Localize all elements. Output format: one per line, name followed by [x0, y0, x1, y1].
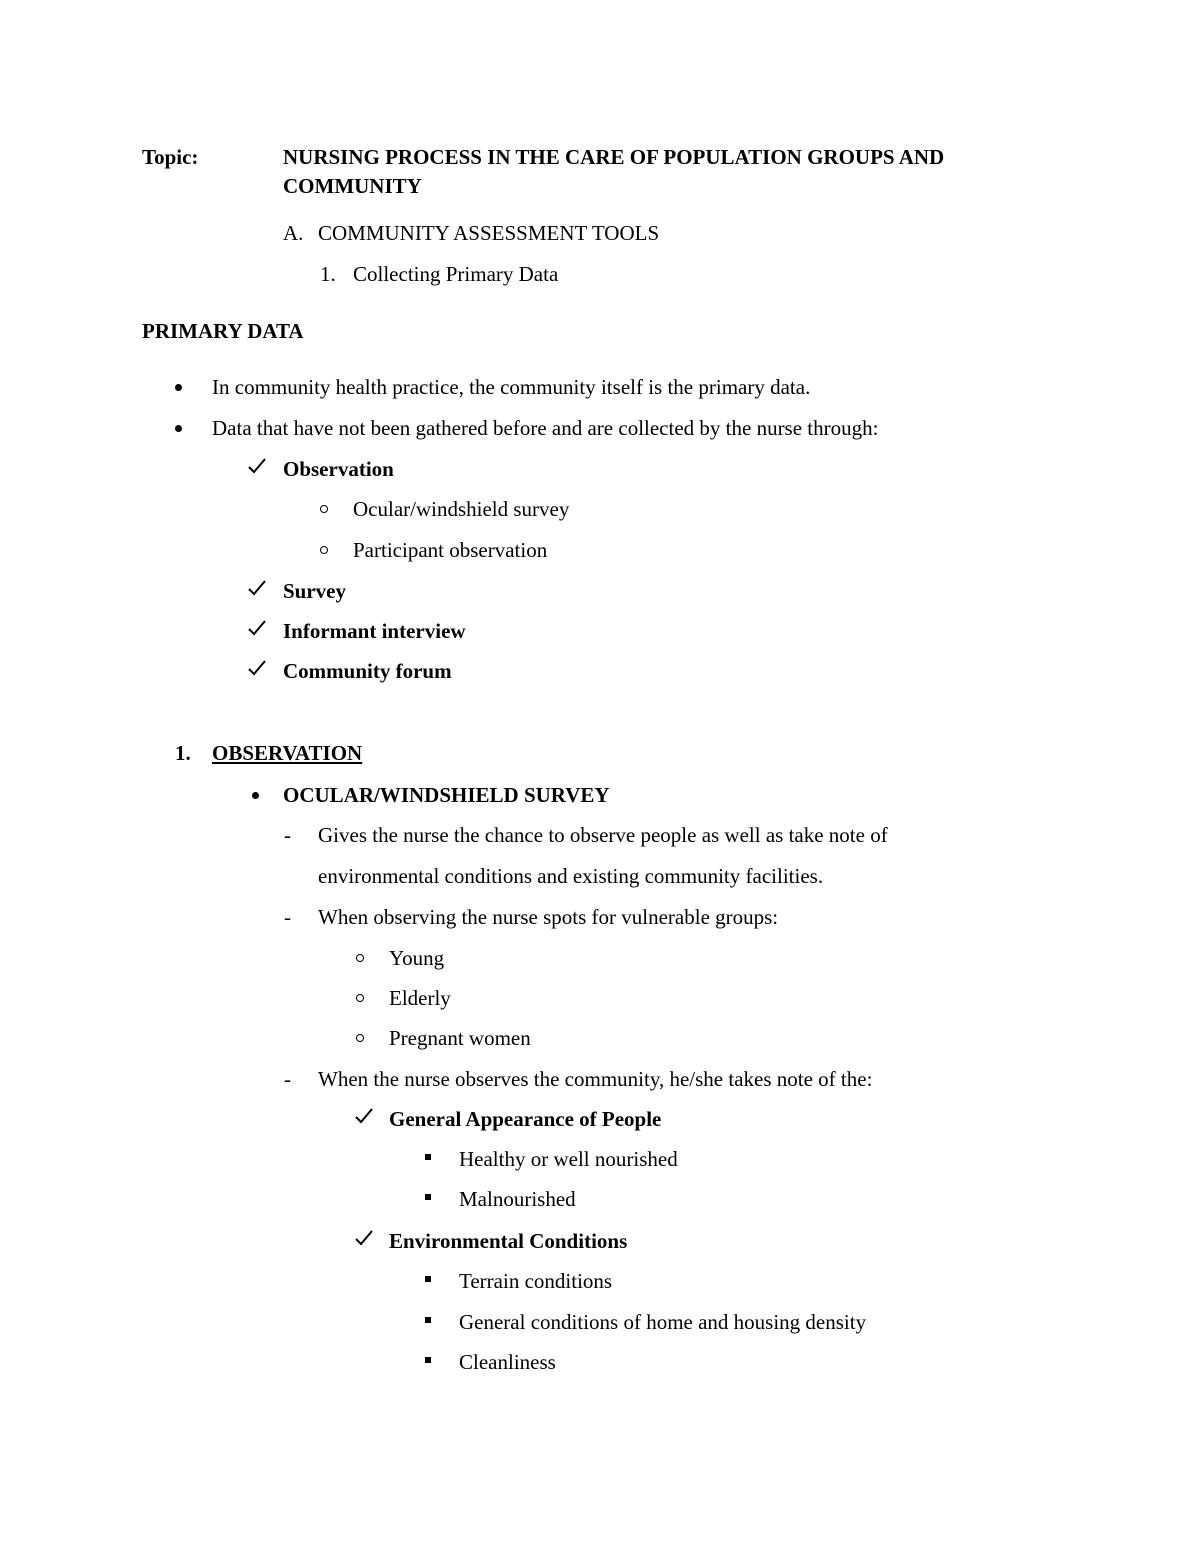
- primary-data-bullet: Data that have not been gathered before and are collected by the nurse through:: [212, 416, 879, 440]
- dash-marker: -: [284, 823, 291, 847]
- checkmark-icon: [247, 457, 267, 475]
- square-bullet: [425, 1154, 431, 1160]
- primary-data-bullet: In community health practice, the community itself is the primary data.: [212, 375, 811, 399]
- bullet-dot: [252, 792, 259, 799]
- topic-label: Topic:: [142, 145, 199, 169]
- vulnerable-group-item: Pregnant women: [389, 1026, 531, 1050]
- appearance-item: Healthy or well nourished: [459, 1147, 678, 1171]
- environmental-conditions-label: Environmental Conditions: [389, 1229, 628, 1253]
- topic-title-line2: COMMUNITY: [283, 174, 422, 198]
- square-bullet: [425, 1357, 431, 1363]
- windshield-survey-title: OCULAR/WINDSHIELD SURVEY: [283, 783, 610, 807]
- square-bullet: [425, 1276, 431, 1282]
- square-bullet: [425, 1317, 431, 1323]
- circle-bullet: [356, 954, 364, 962]
- bullet-dot: [175, 425, 182, 432]
- checkmark-icon: [354, 1107, 374, 1125]
- circle-bullet: [356, 994, 364, 1002]
- section-title: COMMUNITY ASSESSMENT TOOLS: [318, 221, 660, 245]
- observation-heading: OBSERVATION: [212, 741, 363, 765]
- method-informant-interview: Informant interview: [283, 619, 466, 643]
- environmental-item: General conditions of home and housing density: [459, 1310, 867, 1334]
- method-observation: Observation: [283, 457, 394, 481]
- method-community-forum: Community forum: [283, 659, 452, 683]
- square-bullet: [425, 1194, 431, 1200]
- observation-point2: When observing the nurse spots for vulnerable groups:: [318, 905, 779, 929]
- section-marker: A.: [283, 221, 304, 245]
- checkmark-icon: [247, 579, 267, 597]
- observation-point1-line1: Gives the nurse the chance to observe people as well as take note of: [318, 823, 888, 847]
- method-survey: Survey: [283, 579, 346, 603]
- checkmark-icon: [247, 619, 267, 637]
- general-appearance-label: General Appearance of People: [389, 1107, 662, 1131]
- method-subitem: Participant observation: [353, 538, 548, 562]
- circle-bullet: [320, 505, 328, 513]
- method-subitem: Ocular/windshield survey: [353, 497, 570, 521]
- vulnerable-group-item: Elderly: [389, 986, 451, 1010]
- observation-point1-line2: environmental conditions and existing community facilities.: [318, 864, 824, 888]
- subsection-title: Collecting Primary Data: [353, 262, 559, 286]
- topic-title-line1: NURSING PROCESS IN THE CARE OF POPULATION GROUPS AND: [283, 145, 945, 169]
- checkmark-icon: [354, 1229, 374, 1247]
- dash-marker: -: [284, 1067, 291, 1091]
- dash-marker: -: [284, 905, 291, 929]
- environmental-item: Cleanliness: [459, 1350, 556, 1374]
- environmental-item: Terrain conditions: [459, 1269, 613, 1293]
- vulnerable-group-item: Young: [389, 946, 445, 970]
- checkmark-icon: [247, 659, 267, 677]
- primary-data-heading: PRIMARY DATA: [142, 319, 304, 343]
- observation-number: 1.: [175, 741, 191, 765]
- circle-bullet: [320, 546, 328, 554]
- subsection-marker: 1.: [320, 262, 336, 286]
- circle-bullet: [356, 1034, 364, 1042]
- bullet-dot: [175, 384, 182, 391]
- observation-point3: When the nurse observes the community, he/she takes note of the:: [318, 1067, 873, 1091]
- appearance-item: Malnourished: [459, 1187, 576, 1211]
